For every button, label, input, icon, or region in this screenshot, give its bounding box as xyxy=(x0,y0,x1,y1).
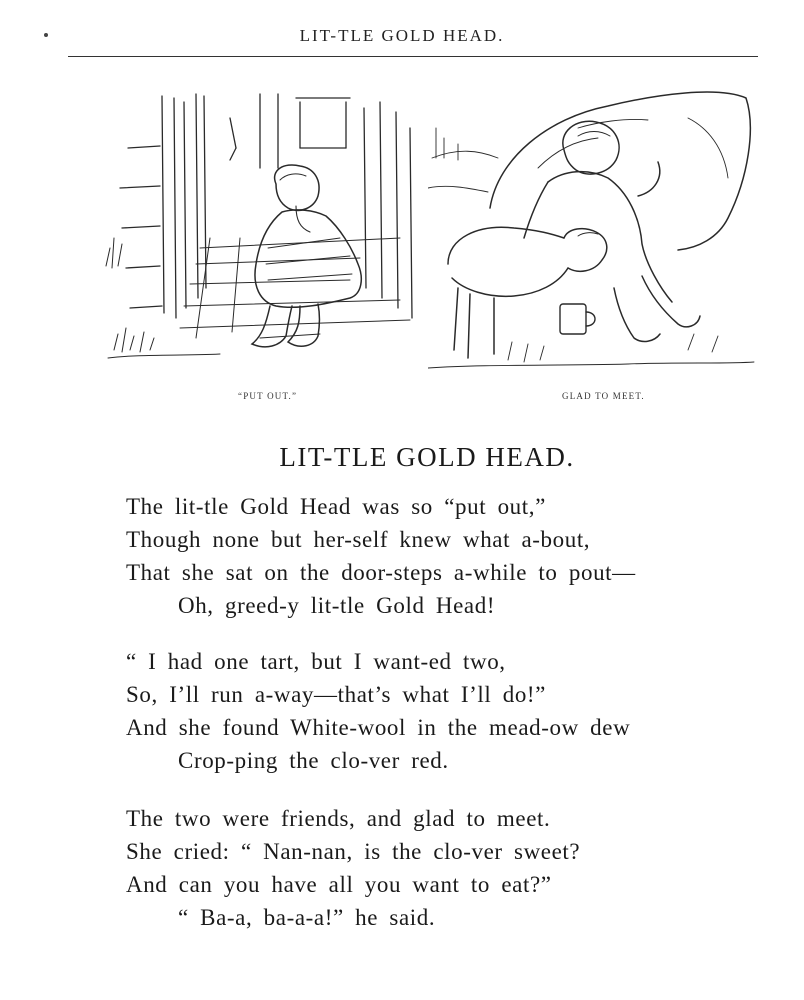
poem-line: So, I’ll run a-way—that’s what I’ll do!” xyxy=(126,682,546,707)
door-frame-lines xyxy=(120,94,412,318)
lamb-sheep xyxy=(448,227,607,358)
poem-line: The lit-tle Gold Head was so “put out,” xyxy=(126,494,546,519)
poem-line: That she sat on the door-steps a-while to pout— xyxy=(126,560,636,585)
background-landscape xyxy=(428,128,498,192)
poem-line: “ Ba-a, ba-a-a!” he said. xyxy=(178,905,436,930)
mug xyxy=(560,304,595,334)
caption-glad-to-meet: GLAD TO MEET. xyxy=(562,391,645,401)
poem-line: And she found White-wool in the mead-ow dew xyxy=(126,715,631,740)
poem-line: Crop-ping the clo-ver red. xyxy=(178,748,449,773)
illustration-glad-to-meet xyxy=(428,88,756,384)
illustration-put-out xyxy=(100,88,422,384)
floor-lines xyxy=(180,238,410,338)
poem-title: LIT-TLE GOLD HEAD. xyxy=(279,442,575,472)
poem-line: She cried: “ Nan-nan, is the clo-ver sweet? xyxy=(126,839,581,864)
poem-line: “ I had one tart, but I want-ed two, xyxy=(126,649,506,674)
girl-sitting xyxy=(252,165,361,347)
grass-lines xyxy=(428,334,754,368)
header-rule xyxy=(68,56,758,57)
caption-put-out: “PUT OUT.” xyxy=(238,391,298,401)
running-head: LIT-TLE GOLD HEAD. xyxy=(299,26,505,45)
rock-outline xyxy=(490,92,750,250)
poem-line: And can you have all you want to eat?” xyxy=(126,872,552,897)
poem-line: Though none but her-self knew what a-bout, xyxy=(126,527,591,552)
girl-reclining xyxy=(524,121,700,341)
poem-line: The two were friends, and glad to meet. xyxy=(126,806,551,831)
poem-line: Oh, greed-y lit-tle Gold Head! xyxy=(178,593,496,618)
